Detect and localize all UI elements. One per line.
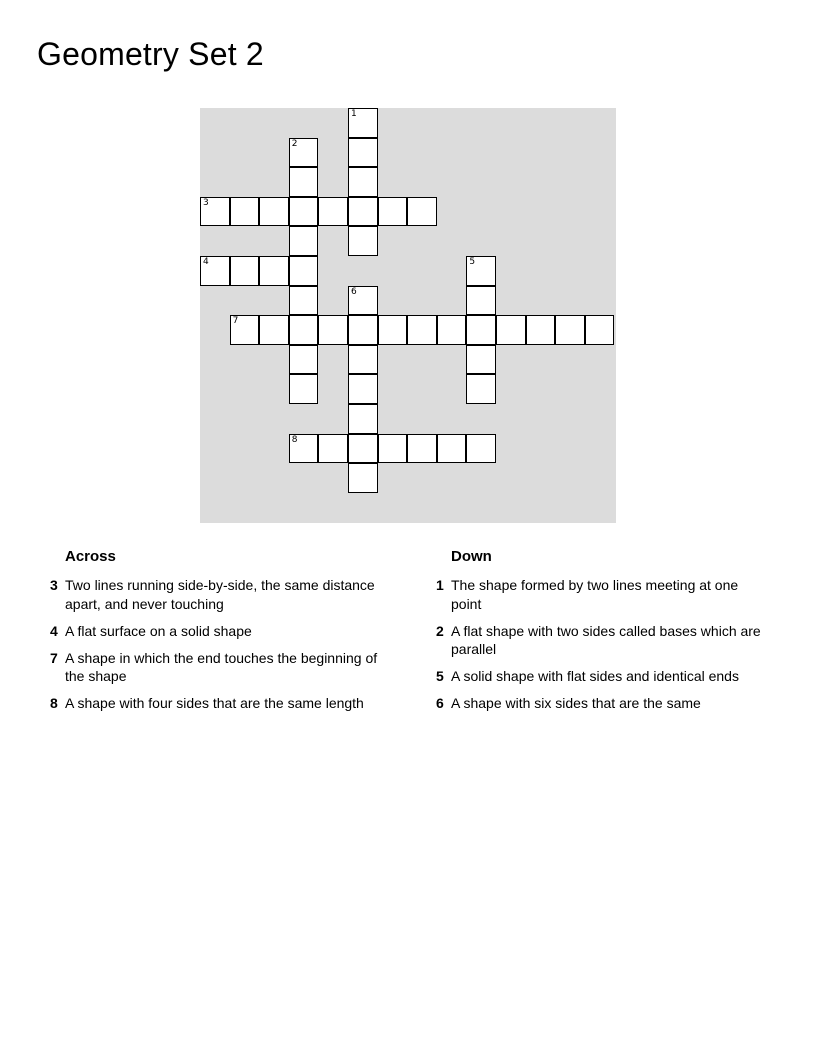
cell-number: 8 <box>291 434 298 445</box>
grid-cell[interactable] <box>289 434 319 464</box>
grid-cell[interactable] <box>230 256 260 286</box>
clue-across-8[interactable] <box>44 694 384 713</box>
grid-cell[interactable] <box>526 315 556 345</box>
grid-cell[interactable] <box>378 315 408 345</box>
cell-number: 7 <box>232 316 239 327</box>
clue-down-6[interactable] <box>430 694 770 713</box>
grid-cell[interactable] <box>289 167 319 197</box>
grid-cell[interactable] <box>348 167 378 197</box>
grid-cell[interactable] <box>407 197 437 227</box>
clue-text: A solid shape with flat sides and identical ends <box>451 668 739 684</box>
grid-cell[interactable] <box>289 197 319 227</box>
clue-text: Two lines running side-by-side, the same distance apart, and never touching <box>65 577 375 612</box>
grid-cell[interactable] <box>289 226 319 256</box>
grid-cell[interactable] <box>437 315 467 345</box>
grid-cell[interactable] <box>466 345 496 375</box>
across-clues <box>44 546 384 721</box>
grid-cell[interactable] <box>259 256 289 286</box>
clue-number: 7 <box>50 649 58 666</box>
grid-cell[interactable] <box>378 434 408 464</box>
grid-cell[interactable] <box>466 374 496 404</box>
cell-number: 6 <box>351 286 357 297</box>
grid-cell[interactable] <box>289 256 319 286</box>
grid-cell[interactable] <box>230 315 260 345</box>
grid-cell[interactable] <box>348 404 378 434</box>
clue-text: A shape in which the end touches the beginning of the shape <box>65 649 378 684</box>
grid-cell[interactable] <box>348 374 378 404</box>
grid-cell[interactable] <box>437 434 467 464</box>
grid-cell[interactable] <box>585 315 615 345</box>
clue-text: A shape with four sides that are the same length <box>65 695 364 711</box>
cell-number: 5 <box>469 257 476 267</box>
grid-cell[interactable] <box>348 108 378 138</box>
grid-cell[interactable] <box>230 197 260 227</box>
clue-across-3[interactable] <box>44 576 384 613</box>
clue-number: 1 <box>436 577 444 593</box>
grid-cell[interactable] <box>407 434 437 464</box>
grid-cell[interactable] <box>466 434 496 464</box>
grid-cell[interactable] <box>289 286 319 316</box>
grid-cell[interactable] <box>318 434 348 464</box>
grid-cell[interactable] <box>555 315 585 345</box>
grid-cell[interactable] <box>378 197 408 227</box>
cell-number: 2 <box>291 138 298 149</box>
grid-cell[interactable] <box>348 345 378 375</box>
grid-cell[interactable] <box>200 197 230 227</box>
grid-cell[interactable] <box>348 138 378 168</box>
grid-cell[interactable] <box>348 463 378 493</box>
grid-cell[interactable] <box>289 138 319 168</box>
grid-cell[interactable] <box>348 226 378 256</box>
clue-down-5[interactable] <box>430 667 770 686</box>
cell-number: 4 <box>203 257 209 267</box>
clue-across-7[interactable] <box>44 649 384 686</box>
grid-cell[interactable] <box>289 315 319 345</box>
clue-number: 2 <box>436 622 444 639</box>
cell-number: 3 <box>203 197 209 208</box>
grid-cell[interactable] <box>348 197 378 227</box>
cell-number: 1 <box>351 109 357 119</box>
clue-down-1[interactable] <box>430 576 770 613</box>
grid-cell[interactable] <box>348 315 378 345</box>
clue-across-4[interactable] <box>44 622 384 641</box>
grid-cell[interactable] <box>318 197 348 227</box>
grid-cell[interactable] <box>200 256 230 286</box>
clue-text: A shape with six sides that are the same <box>451 695 701 711</box>
down-heading: Down <box>451 548 492 565</box>
grid-cell[interactable] <box>496 315 526 345</box>
clue-number: 3 <box>50 577 58 593</box>
crossword-grid <box>200 108 616 523</box>
clue-text: The shape formed by two lines meeting at one point <box>451 577 739 612</box>
clue-number: 4 <box>50 622 58 639</box>
grid-cell[interactable] <box>318 315 348 345</box>
grid-cell[interactable] <box>348 434 378 464</box>
grid-cell[interactable] <box>407 315 437 345</box>
clue-number: 5 <box>436 668 444 684</box>
grid-cell[interactable] <box>259 197 289 227</box>
down-clues <box>430 546 770 721</box>
grid-cell[interactable] <box>466 315 496 345</box>
grid-cell[interactable] <box>466 286 496 316</box>
clue-text: A flat shape with two sides called bases which are parallel <box>451 622 761 657</box>
across-heading: Across <box>65 548 116 565</box>
grid-cell[interactable] <box>259 315 289 345</box>
clue-number: 6 <box>436 695 444 711</box>
clue-down-2[interactable] <box>430 622 770 659</box>
grid-cell[interactable] <box>289 345 319 375</box>
clue-text: A flat surface on a solid shape <box>65 622 252 639</box>
grid-cell[interactable] <box>466 256 496 286</box>
page-title: Geometry Set 2 <box>37 36 264 72</box>
grid-cell[interactable] <box>348 286 378 316</box>
clue-number: 8 <box>50 695 58 711</box>
grid-cell[interactable] <box>289 374 319 404</box>
